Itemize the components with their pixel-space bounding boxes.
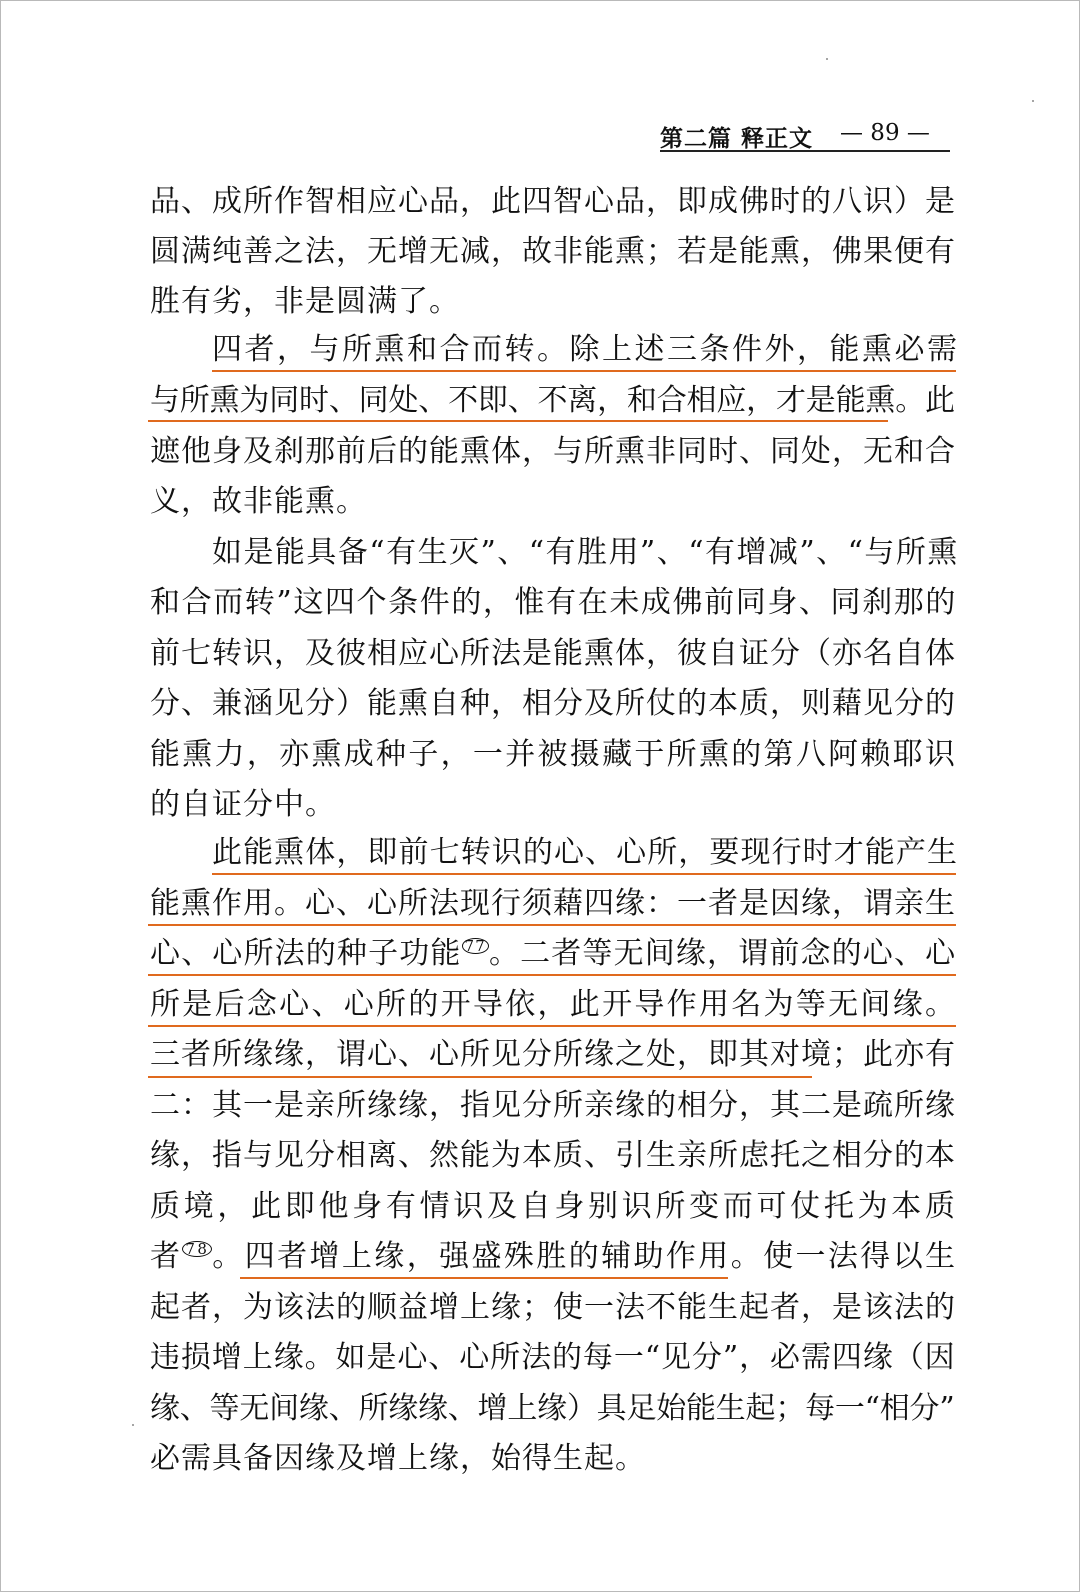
scan-speck	[826, 58, 828, 60]
text-line: 二：其一是亲所缘缘，指见分所亲缘的相分，其二是疏所缘	[150, 1088, 956, 1123]
highlight-underline	[148, 1025, 956, 1027]
text-line: 圆满纯善之法，无增无减，故非能熏；若是能熏，佛果便有	[150, 234, 956, 269]
highlight-underline	[148, 1076, 812, 1078]
footnote-ref-77[interactable]: 77	[462, 938, 489, 954]
chapter-title: 第二篇 释正文	[660, 125, 814, 152]
highlight-underline	[148, 420, 888, 422]
highlight-underline	[148, 974, 956, 976]
text-line: 如是能具备“有生灭”、“有胜用”、“有增减”、“与所熏	[212, 535, 959, 570]
text-line: 品、成所作智相应心品，此四智心品，即成佛时的八识）是	[150, 184, 956, 219]
running-header	[660, 118, 950, 152]
highlight-underline	[240, 1277, 728, 1279]
text-line: 所是后念心、心所的开导依，此开导作用名为等无间缘。	[150, 987, 958, 1022]
text-line: 必需具备因缘及增上缘，始得生起。	[150, 1441, 646, 1476]
text-line: 能熏作用。心、心所法现行须藉四缘：一者是因缘，谓亲生	[150, 886, 956, 921]
text-line: 质境，此即他身有情识及自身别识所变而可仗托为本质	[150, 1189, 959, 1224]
page-number: — 89 —	[840, 120, 930, 146]
scan-speck	[132, 1424, 134, 1426]
text-line: 遮他身及刹那前后的能熏体，与所熏非同时、同处，无和合	[150, 434, 956, 469]
text-line: 此能熏体，即前七转识的心、心所，要现行时才能产生	[212, 835, 959, 870]
highlight-underline	[212, 873, 956, 875]
text-line: 三者所缘缘，谓心、心所见分所缘之处，即其对境；此亦有	[150, 1037, 956, 1072]
text-line: 缘、等无间缘、所缘缘、增上缘）具足始能生起；每一“相分”	[150, 1391, 955, 1426]
text-line: 和合而转”这四个条件的，惟有在未成佛前同身、同刹那的	[150, 585, 957, 620]
text-line: 前七转识，及彼相应心所法是能熏体，彼自证分（亦名自体	[150, 636, 956, 671]
highlight-underline	[148, 924, 956, 926]
text-line: 缘，指与见分相离、然能为本质、引生亲所虑托之相分的本	[150, 1138, 956, 1173]
text-line: 与所熏为同时、同处、不即、不离，和合相应，才是能熏。此	[150, 383, 955, 418]
text-line: 起者，为该法的顺益增上缘；使一法不能生起者，是该法的	[150, 1290, 956, 1325]
text-line: 能熏力，亦熏成种子，一并被摄藏于所熏的第八阿赖耶识	[150, 737, 958, 772]
text-line: 四者，与所熏和合而转。除上述三条件外，能熏必需	[212, 332, 960, 367]
text-line: 心、心所法的种子功能 77 。二者等无间缘，谓前念的心、心	[150, 936, 957, 971]
scan-speck	[1032, 100, 1034, 102]
text-line: 的自证分中。	[150, 787, 336, 822]
highlight-underline	[212, 370, 956, 372]
text-line: 胜有劣，非是圆满了。	[150, 284, 460, 319]
text-line: 分、兼涵见分）能熏自种，相分及所仗的本质，则藉见分的	[150, 686, 956, 721]
text-line: 违损增上缘。如是心、心所法的每一“见分”，必需四缘（因	[150, 1340, 956, 1375]
text-line: 者 78 。四者增上缘，强盛殊胜的辅助作用。使一法得以生	[150, 1239, 958, 1274]
text-line: 义，故非能熏。	[150, 484, 367, 519]
footnote-ref-78[interactable]: 78	[182, 1241, 212, 1257]
